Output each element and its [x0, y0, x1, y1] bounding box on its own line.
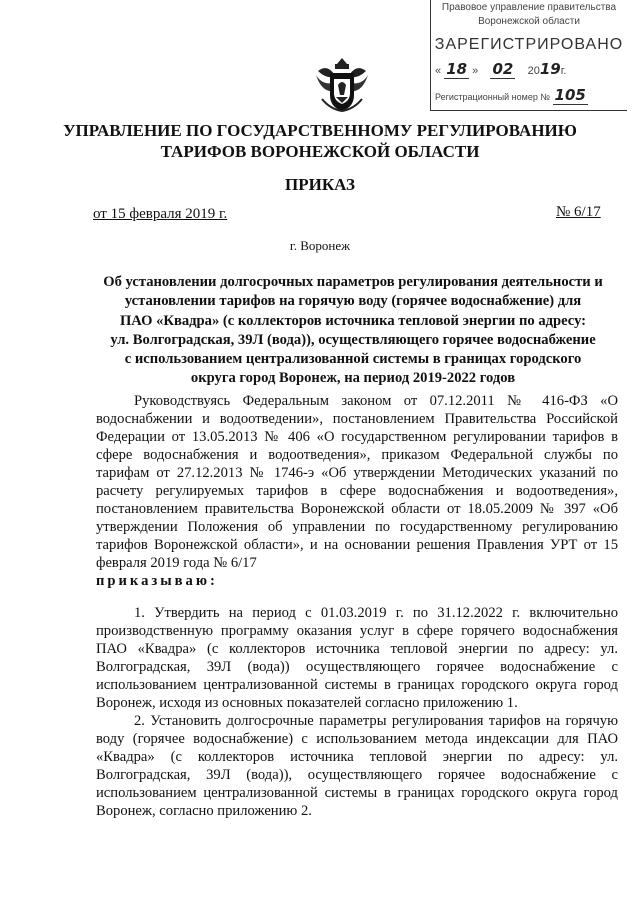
document-subject	[88, 273, 618, 389]
subject-line: установлении тарифов на горячую воду (горячее водоснабжение) для	[124, 293, 582, 310]
stamp-reg-label: Регистрационный номер №	[435, 92, 551, 102]
organization-name	[60, 120, 580, 162]
decree-word: приказываю:	[96, 573, 218, 589]
organization-name-line2: ТАРИФОВ ВОРОНЕЖСКОЙ ОБЛАСТИ	[160, 142, 480, 161]
stamp-authority-line: Правовое управление правительства	[441, 2, 617, 13]
stamp-date-quote-close: »	[472, 65, 479, 77]
stamp-date	[435, 60, 623, 79]
subject-line: ПАО «Квадра» (с коллекторов источника тепловой энергии по адресу:	[119, 312, 587, 329]
stamp-date-month: 02	[492, 60, 514, 78]
subject-line: Об установлении долгосрочных параметров регулирования деятельности и	[103, 274, 603, 290]
coat-of-arms-icon	[312, 55, 372, 117]
subject-line: ул. Волгоградская, 39Л (вода)), осуществляющего горячее водоснабжение	[110, 331, 596, 348]
document-city: г. Воронеж	[289, 238, 351, 253]
document-date: от 15 февраля 2019 г.	[93, 206, 228, 222]
stamp-registered-label: ЗАРЕГИСТРИРОВАНО	[434, 36, 624, 53]
preamble-paragraph: Руководствуясь Федеральным законом от 07.12.2011 № 416-ФЗ «О водоснабжении и водоотведении», постановлением Правительства Российской Федерации от 13.05.2013 № 406 «О государственном регулировании тарифов в сфере водоснабжения и водоотведения», приказом Федеральной службы по тарифам от 27.12.2013 № 1746-э «Об утверждении Методических указаний по расчету регулируемых тарифов в сфере водоснабжения и водоотведения», постановлением правительства Воронежской области от 18.05.2009 № 397 «Об утверждении Положения об управлении по государственному регулированию тарифов Воронежской области», и на основании решения Правления УРТ от 15 февраля 2019 года № 6/17	[96, 393, 618, 571]
stamp-reg-value: 105	[554, 86, 586, 104]
stamp-region-line: Воронежской области	[478, 16, 580, 27]
registration-stamp	[430, 0, 627, 111]
stamp-date-year-end: г.	[560, 65, 567, 77]
subject-line: округа город Воронеж, на период 2019-2022 годов	[190, 370, 516, 387]
stamp-date-quote-open: «	[435, 65, 442, 77]
stamp-date-year-suffix: 19	[539, 60, 561, 78]
clause-1: 1. Утвердить на период с 01.03.2019 г. по 31.12.2022 г. включительно производственную программу оказания услуг в сфере горячего водоснабжения ПАО «Квадра» (с коллекторов источника тепловой энергии по адресу: ул. Волгоградская, 39Л (вода)) осуществляющего горячее водоснабжение с использованием централизованной системы в границах городского округа город Воронеж, исходя из основных показателей согласно приложению 1.	[96, 605, 618, 711]
stamp-date-day: 18	[446, 60, 468, 78]
stamp-reg-number	[435, 86, 623, 105]
subject-line: с использованием централизованной системы в границах городского	[124, 351, 582, 368]
clause-2: 2. Установить долгосрочные параметры регулирования тарифов на горячую воду (горячее водоснабжение) с использованием метода индексации для ПАО «Квадра» (с коллекторов источника тепловой энергии по адресу: ул. Волгоградская, 39Л (вода)), осуществляющего горячее водоснабжение с использованием централизованной системы в границах городского округа город Воронеж, согласно приложению 2.	[96, 713, 618, 819]
stamp-date-year-prefix: 20	[527, 65, 540, 77]
document-number: № 6/17	[556, 204, 601, 220]
document-body	[96, 392, 618, 820]
document-type: ПРИКАЗ	[285, 175, 355, 194]
organization-name-line1: УПРАВЛЕНИЕ ПО ГОСУДАРСТВЕННОМУ РЕГУЛИРОВАНИЮ	[63, 121, 577, 140]
